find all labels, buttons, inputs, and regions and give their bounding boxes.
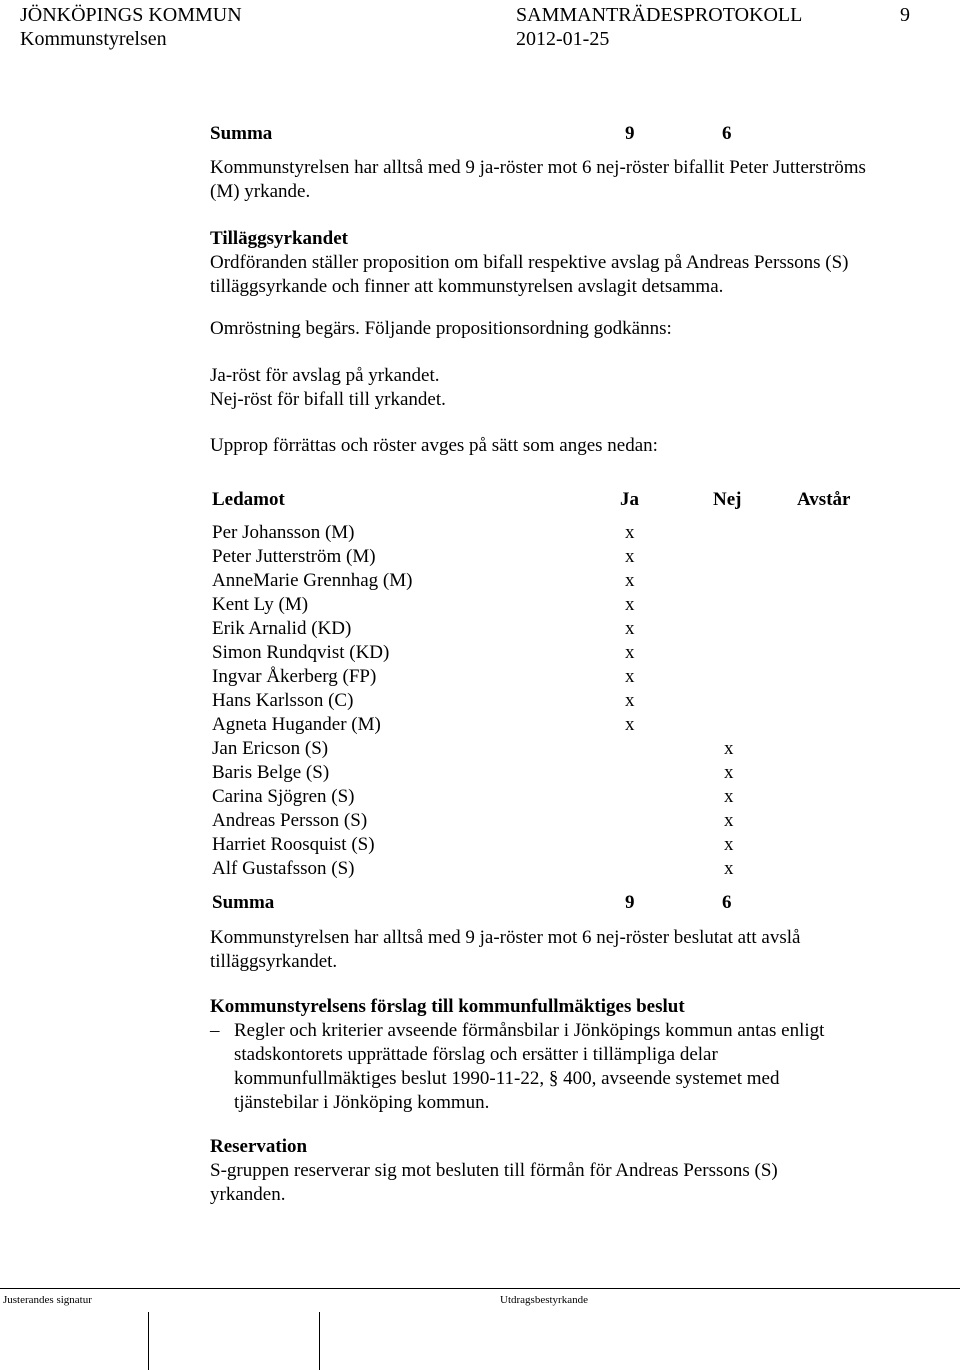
member-name: Carina Sjögren (S) <box>212 786 355 807</box>
member-name: Peter Jutterström (M) <box>212 546 376 567</box>
vote-nej: x <box>724 810 734 831</box>
col-ledamot: Ledamot <box>212 489 285 510</box>
member-name: Andreas Persson (S) <box>212 810 368 831</box>
omrostning-text: Omröstning begärs. Följande propositionsordning godkänns: <box>210 318 672 339</box>
member-name: Hans Karlsson (C) <box>212 690 354 711</box>
member-name: Kent Ly (M) <box>212 594 309 615</box>
col-nej: Nej <box>713 489 742 510</box>
table-row <box>212 833 912 857</box>
tillagg-text: Ordföranden ställer proposition om bifall respektive avslag på Andreas Perssons (S) tilläggsyrkande och finner att kommunstyrelsen avslagit detsamma. <box>210 252 849 297</box>
signature-box-divider <box>319 1312 320 1370</box>
vote-ja: x <box>625 594 635 615</box>
org-name: JÖNKÖPINGS KOMMUN <box>20 4 242 26</box>
page-number: 9 <box>900 4 910 26</box>
summa-label: Summa <box>210 123 273 144</box>
board-name: Kommunstyrelsen <box>20 28 167 50</box>
table-row <box>212 569 912 593</box>
section-heading-tillagg: Tilläggsyrkandet <box>210 228 348 249</box>
footer-rule <box>0 1288 960 1289</box>
section-heading-reservation: Reservation <box>210 1136 308 1157</box>
vote-nej: x <box>724 738 734 759</box>
member-name: Harriet Roosquist (S) <box>212 834 375 855</box>
table-row <box>212 761 912 785</box>
table-row <box>212 545 912 569</box>
summa-nej: 6 <box>722 123 732 144</box>
table-row <box>212 785 912 809</box>
table-row <box>212 521 912 545</box>
summa-label: Summa <box>212 892 275 913</box>
vote-ja: x <box>625 618 635 639</box>
result-text-2: Kommunstyrelsen har alltså med 9 ja-röster mot 6 nej-röster beslutat att avslå tilläggsyrkandet. <box>210 927 801 972</box>
vote-ja: x <box>625 546 635 567</box>
summa-ja: 9 <box>625 123 635 144</box>
vote-nej: x <box>724 834 734 855</box>
section-heading-forslag: Kommunstyrelsens förslag till kommunfullmäktiges beslut <box>210 996 685 1017</box>
summa-ja: 9 <box>625 892 635 913</box>
table-row <box>212 713 912 737</box>
table-row <box>212 689 912 713</box>
table-row <box>212 593 912 617</box>
doc-type: SAMMANTRÄDESPROTOKOLL <box>516 4 803 26</box>
col-ja: Ja <box>620 489 639 510</box>
table-row <box>212 617 912 641</box>
member-name: AnneMarie Grennhag (M) <box>212 570 413 591</box>
meeting-date: 2012-01-25 <box>516 28 610 50</box>
table-row <box>212 737 912 761</box>
vote-ja: x <box>625 642 635 663</box>
footer-signature-label: Justerandes signatur <box>3 1294 92 1306</box>
vote-nej: x <box>724 762 734 783</box>
bullet-dash: – <box>210 1020 220 1041</box>
col-avstar: Avstår <box>797 489 851 510</box>
vote-ja: x <box>625 666 635 687</box>
member-name: Baris Belge (S) <box>212 762 330 783</box>
vote-nej: x <box>724 786 734 807</box>
member-name: Alf Gustafsson (S) <box>212 858 355 879</box>
member-name: Erik Arnalid (KD) <box>212 618 352 639</box>
vote-ja: x <box>625 522 635 543</box>
nej-rost-text: Nej-röst för bifall till yrkandet. <box>210 389 446 410</box>
reservation-text: S-gruppen reserverar sig mot besluten till förmån för Andreas Perssons (S) yrkanden. <box>210 1160 778 1205</box>
signature-box-divider <box>148 1312 149 1370</box>
vote-ja: x <box>625 690 635 711</box>
upprop-text: Upprop förrättas och röster avges på sätt som anges nedan: <box>210 435 658 456</box>
table-row <box>212 641 912 665</box>
member-name: Ingvar Åkerberg (FP) <box>212 666 377 687</box>
summa-nej: 6 <box>722 892 732 913</box>
member-name: Simon Rundqvist (KD) <box>212 642 390 663</box>
vote-nej: x <box>724 858 734 879</box>
vote-ja: x <box>625 714 635 735</box>
footer-certification-label: Utdragsbestyrkande <box>500 1294 588 1306</box>
forslag-text: Regler och kriterier avseende förmånsbilar i Jönköpings kommun antas enligt stadskontorets upprättade förslag och ersätter i tillämpliga delar kommunfullmäktiges beslut 1990-11-22, § 400, avseende systemet med tjänstebilar i Jönköping kommun. <box>234 1020 825 1113</box>
table-row <box>212 857 912 881</box>
vote-ja: x <box>625 570 635 591</box>
table-row <box>212 809 912 833</box>
member-name: Jan Ericson (S) <box>212 738 329 759</box>
member-name: Per Johansson (M) <box>212 522 355 543</box>
vote-table-header <box>212 488 912 512</box>
result-text-1: Kommunstyrelsen har alltså med 9 ja-röster mot 6 nej-röster bifallit Peter Jutterströms (M) yrkande. <box>210 157 866 202</box>
member-name: Agneta Hugander (M) <box>212 714 381 735</box>
ja-rost-text: Ja-röst för avslag på yrkandet. <box>210 365 440 386</box>
table-row <box>212 665 912 689</box>
